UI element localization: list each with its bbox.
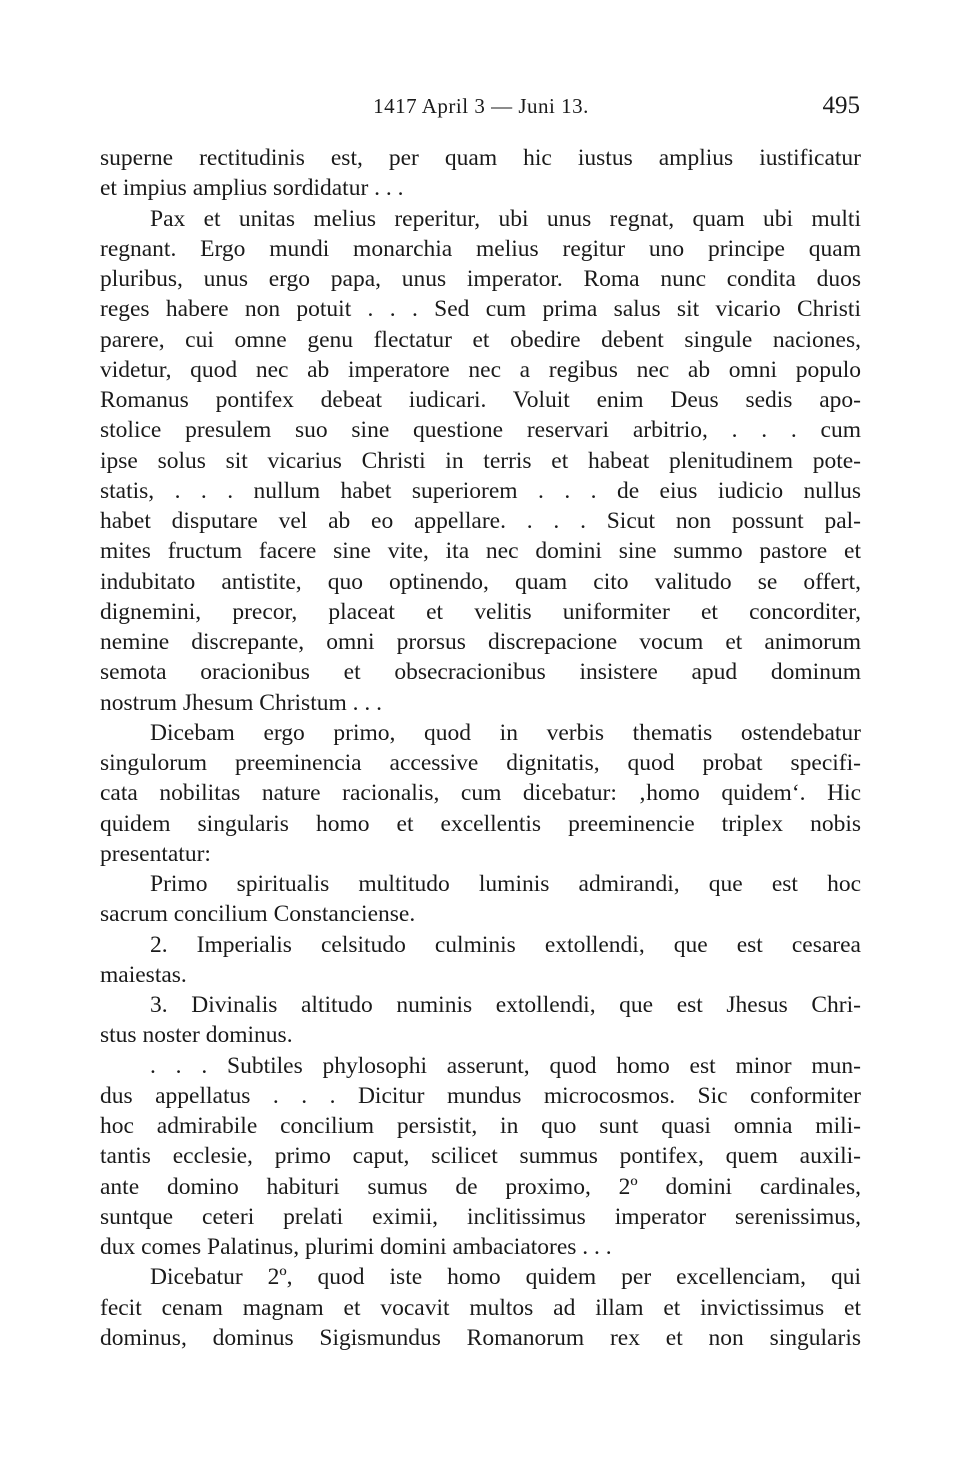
text-line: Dicebatur 2º, quod iste homo quidem per excellenciam, qui [150,1264,861,1291]
text-line: dus appellatus . . . Dicitur mundus microcosmos. Sic conformiter [100,1082,861,1109]
text-line: fecit cenam magnam et vocavit multos ad illam et invictissimus et [100,1294,861,1321]
text-line: Romanus pontifex debeat iudicari. Voluit enim Deus sedis apo- [100,387,861,413]
text-line: quidem singularis homo et excellentis preeminencie triplex nobis [100,810,861,837]
text-line: statis, . . . nullum habet superiorem . . . de eius iudicio nullus [100,477,861,504]
text-line: nostrum Jhesum Christum . . . [100,689,383,716]
text-line: mites fructum facere sine vite, ita nec domini sine summo pastore et [100,538,861,565]
text-line: regnant. Ergo mundi monarchia melius regitur uno principe quam [100,235,861,262]
text-line: stus noster dominus. [100,1022,293,1049]
text-line: presentatur: [100,840,211,867]
text-line: Dicebam ergo primo, quod in verbis thematis ostendebatur [150,719,861,746]
text-line: stolice presulem suo sine questione reservari arbitrio, . . . cum [100,417,861,444]
text-line: videtur, quod nec ab imperatore nec a regibus nec ab omni populo [100,356,861,383]
text-line: 2. Imperialis celsitudo culminis extollendi, que est cesarea [150,931,861,958]
text-line: ipse solus sit vicarius Christi in terris et habeat plenitudinem pote- [100,447,861,474]
text-line: . . . Subtiles phylosophi asserunt, quod homo est minor mun- [150,1052,861,1079]
text-line: dignemini, precor, placeat et velitis uniformiter et concorditer, [100,598,861,625]
text-line: semota oracionibus et obsecracionibus insistere apud dominum [100,659,861,686]
running-head: 1417 April 3 — Juni 13. [373,94,589,118]
text-line: Primo spiritualis multitudo luminis admirandi, que est hoc [150,871,861,897]
text-line: hoc admirabile concilium persistit, in quo sunt quasi omnia mili- [100,1113,861,1139]
text-line: singulorum preeminencia accessive dignitatis, quod probat specifi- [100,750,861,776]
page-header [100,92,862,124]
text-line: dominus, dominus Sigismundus Romanorum rex et non singularis [100,1324,861,1351]
body-text [100,143,861,1353]
text-line: Pax et unitas melius reperitur, ubi unus regnat, quam ubi multi [150,205,861,232]
text-line: suntque ceteri prelati eximii, inclitissimus imperator serenissimus, [100,1203,861,1230]
text-line: reges habere non potuit . . . Sed cum prima salus sit vicario Christi [100,296,861,323]
text-line: maiestas. [100,961,187,988]
text-line: et impius amplius sordidatur . . . [100,175,404,202]
text-line: pluribus, unus ergo papa, unus imperator. Roma nunc condita duos [100,266,861,292]
text-line: parere, cui omne genu flectatur et obedire debent singule naciones, [100,326,861,353]
text-line: habet disputare vel ab eo appellare. . . . Sicut non possunt pal- [100,508,861,534]
text-line: dux comes Palatinus, plurimi domini ambaciatores . . . [100,1234,612,1260]
text-line: 3. Divinalis altitudo numinis extollendi, que est Jhesus Chri- [150,992,861,1018]
text-line: cata nobilitas nature racionalis, cum dicebatur: ‚homo quidem‘. Hic [100,780,861,807]
text-line: indubitato antistite, quo optinendo, quam cito valitudo se offert, [100,568,861,595]
page-number: 495 [822,92,860,119]
text-line: sacrum concilium Constanciense. [100,901,416,928]
text-line: superne rectitudinis est, per quam hic iustus amplius iustificatur [100,145,861,171]
text-line: ante domino habituri sumus de proximo, 2º domini cardinales, [100,1173,861,1200]
text-line: tantis ecclesie, primo caput, scilicet summus pontifex, quem auxili- [100,1143,861,1170]
text-line: nemine discrepante, omni prorsus discrepacione vocum et animorum [100,629,861,655]
